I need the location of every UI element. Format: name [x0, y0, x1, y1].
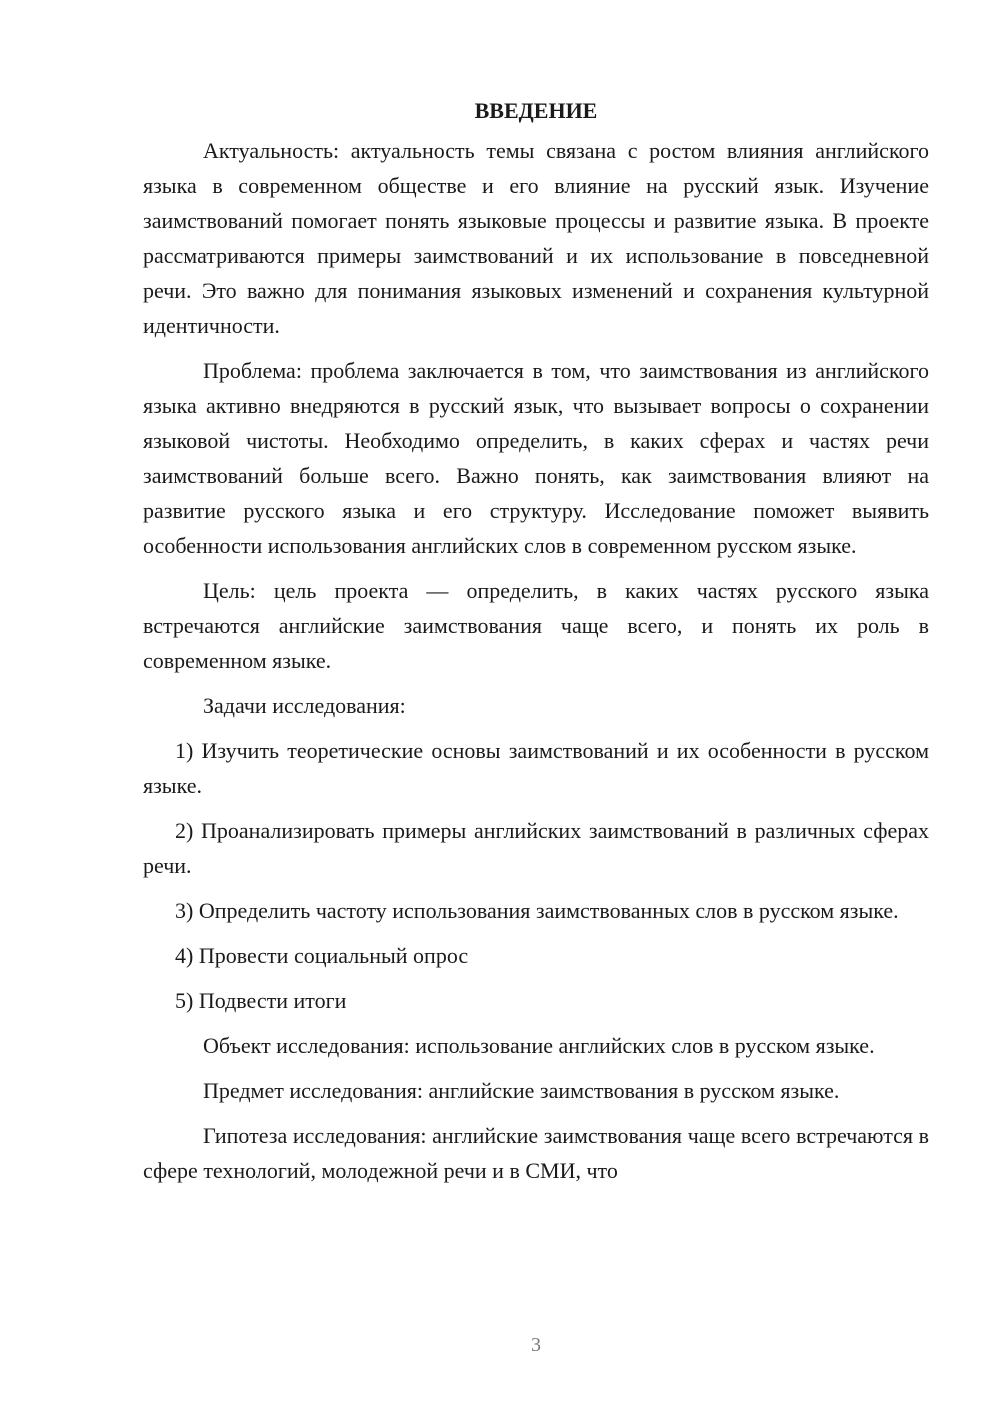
problem-paragraph: Проблема: проблема заключается в том, что заимствования из английского языка активно внедряются в русский язык, что вызывает вопросы о сохранении языковой чистоты. Необходимо определить, в каких сферах и частях речи заимствований больше всего. Важно понять, как заимствования влияют на развитие русского языка и его структуру. Исследование поможет выявить особенности использования английских слов в современном русском языке. — [143, 358, 929, 558]
tasks-title: Задачи исследования: — [203, 693, 406, 718]
task-item-1: 1) Изучить теоретические основы заимствований и их особенности в русском языке. — [143, 738, 929, 798]
goal-paragraph: Цель: цель проекта — определить, в каких частях русского языка встречаются английские заимствования чаще всего, и понять их роль в современном языке. — [143, 578, 929, 673]
subject-paragraph: Предмет исследования: английские заимствования в русском языке. — [203, 1078, 840, 1103]
relevance-paragraph: Актуальность: актуальность темы связана с ростом влияния английского языка в современном обществе и его влияние на русский язык. Изучение заимствований помогает понять языковые процессы и развитие языка. В проекте рассматриваются примеры заимствований и их использование в повседневной речи. Это важно для понимания языковых изменений и сохранения культурной идентичности. — [143, 138, 929, 338]
page-content — [143, 93, 929, 1198]
hypothesis-paragraph: Гипотеза исследования: английские заимствования чаще всего встречаются в сфере технологий, молодежной речи и в СМИ, что — [143, 1123, 929, 1183]
task-item-2: 2) Проанализировать примеры английских заимствований в различных сферах речи. — [143, 818, 929, 878]
task-item-3: 3) Определить частоту использования заимствованных слов в русском языке. — [175, 898, 899, 923]
task-item-5: 5) Подвести итоги — [175, 988, 347, 1013]
section-heading: ВВЕДЕНИЕ — [474, 98, 598, 123]
object-paragraph: Объект исследования: использование английских слов в русском языке. — [203, 1033, 875, 1058]
page-number: 3 — [531, 1334, 541, 1356]
task-item-4: 4) Провести социальный опрос — [175, 943, 469, 968]
